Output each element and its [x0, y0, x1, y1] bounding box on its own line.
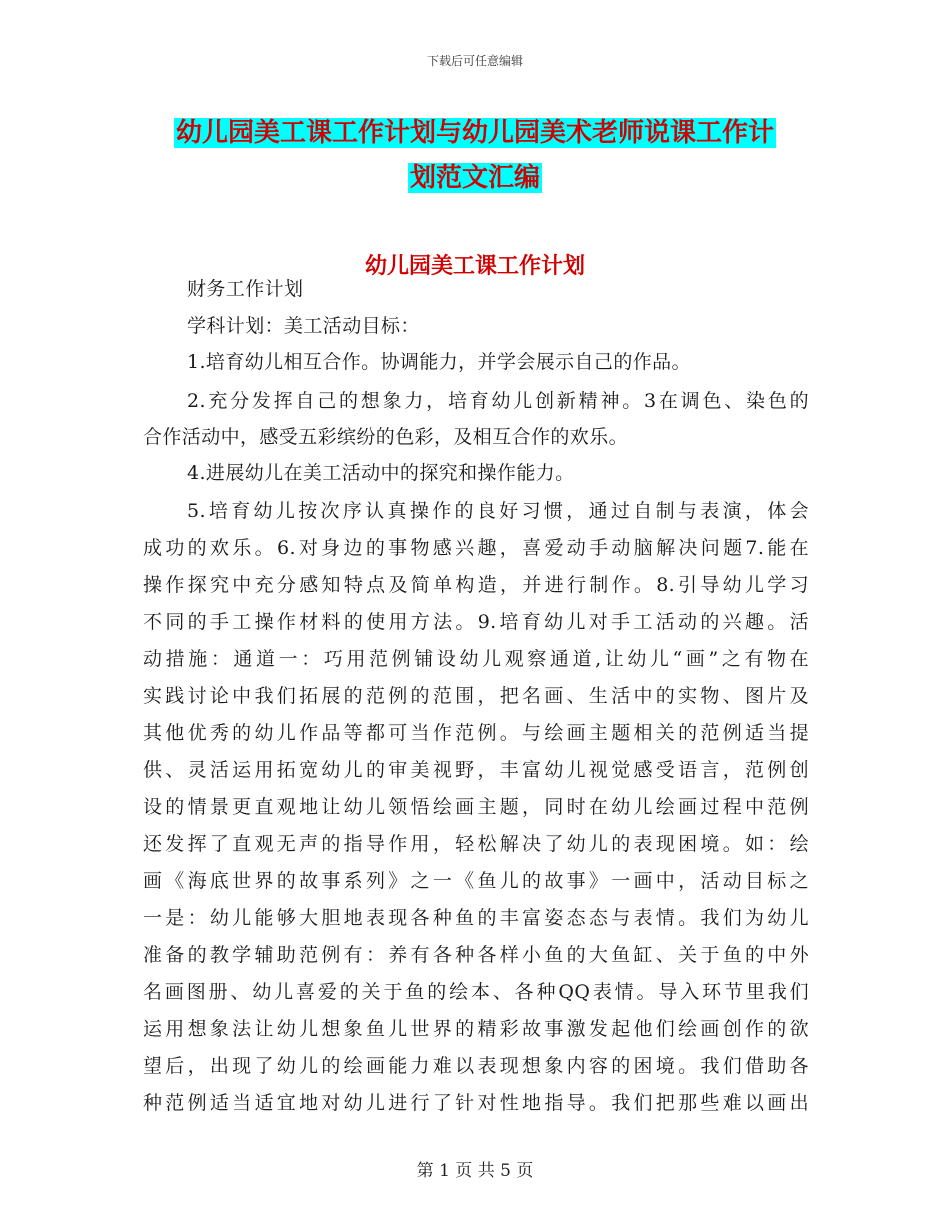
body-line: 4.进展幼儿在美工活动中的探究和操作能力。: [187, 462, 575, 484]
body-line: 其他优秀的幼儿作品等都可当作范例。与绘画主题相关的范例适当提: [143, 722, 809, 744]
body-line: 准备的教学辅助范例有：养有各种各样小鱼的大鱼缸、关于鱼的中外: [143, 944, 809, 966]
title-text-2: 划范文汇编: [409, 163, 540, 193]
body-line: 财务工作计划: [187, 278, 304, 300]
body-line: 设的情景更直观地让幼儿领悟绘画主题，同时在幼儿绘画过程中范例: [143, 796, 809, 818]
body-line: 2.充分发挥自己的想象力，培育幼儿创新精神。3在调色、染色的: [187, 390, 809, 412]
body-line: 运用想象法让幼儿想象鱼儿世界的精彩故事激发起他们绘画创作的欲: [143, 1018, 809, 1040]
document-title-line-1: [140, 112, 810, 149]
section-title: 幼儿园美工课工作计划: [364, 254, 585, 279]
page-footer: 第 1 页 共 5 页: [416, 1161, 534, 1181]
body-line: 成功的欢乐。6.对身边的事物感兴趣，喜爱动手动脑解决问题7.能在: [143, 537, 809, 559]
body-line: 不同的手工操作材料的使用方法。9.培育幼儿对手工活动的兴趣。活: [143, 611, 809, 633]
body-line: 实践讨论中我们拓展的范例的范围，把名画、生活中的实物、图片及: [143, 685, 809, 707]
body-line: 供、灵活运用拓宽幼儿的审美视野，丰富幼儿视觉感受语言，范例创: [143, 759, 809, 781]
body-line: 动措施：通道一：巧用范例铺设幼儿观察通道,让幼儿“画”之有物在: [143, 648, 809, 670]
body-line: 5.培育幼儿按次序认真操作的良好习惯，通过自制与表演，体会: [187, 500, 809, 522]
body-line: 名画图册、幼儿喜爱的关于鱼的绘本、各种QQ表情。导入环节里我们: [143, 981, 809, 1003]
header-note: 下载后可任意编辑: [426, 54, 523, 68]
body-line: 画《海底世界的故事系列》之一《鱼儿的故事》一画中，活动目标之: [143, 870, 809, 892]
body-line: 一是：幼儿能够大胆地表现各种鱼的丰富姿态态与表情。我们为幼儿: [143, 907, 809, 929]
title-text-1: 幼儿园美工课工作计划与幼儿园美术老师说课工作计: [175, 118, 774, 148]
body-line: 1.培育幼儿相互合作。协调能力，并学会展示自己的作品。: [187, 351, 691, 373]
body-line: 种范例适当适宜地对幼儿进行了针对性地指导。我们把那些难以画出: [143, 1092, 809, 1114]
body-line: 还发挥了直观无声的指导作用，轻松解决了幼儿的表现困境。如：绘: [143, 833, 809, 855]
body-line: 合作活动中，感受五彩缤纷的色彩，及相互合作的欢乐。: [143, 426, 629, 448]
body-line: 操作探究中充分感知特点及简单构造，并进行制作。8.引导幼儿学习: [143, 574, 809, 596]
document-title-line-2: [140, 157, 810, 194]
body-line: 望后，出现了幼儿的绘画能力难以表现想象内容的困境。我们借助各: [143, 1055, 809, 1077]
body-line: 学科计划：美工活动目标：: [187, 315, 420, 337]
